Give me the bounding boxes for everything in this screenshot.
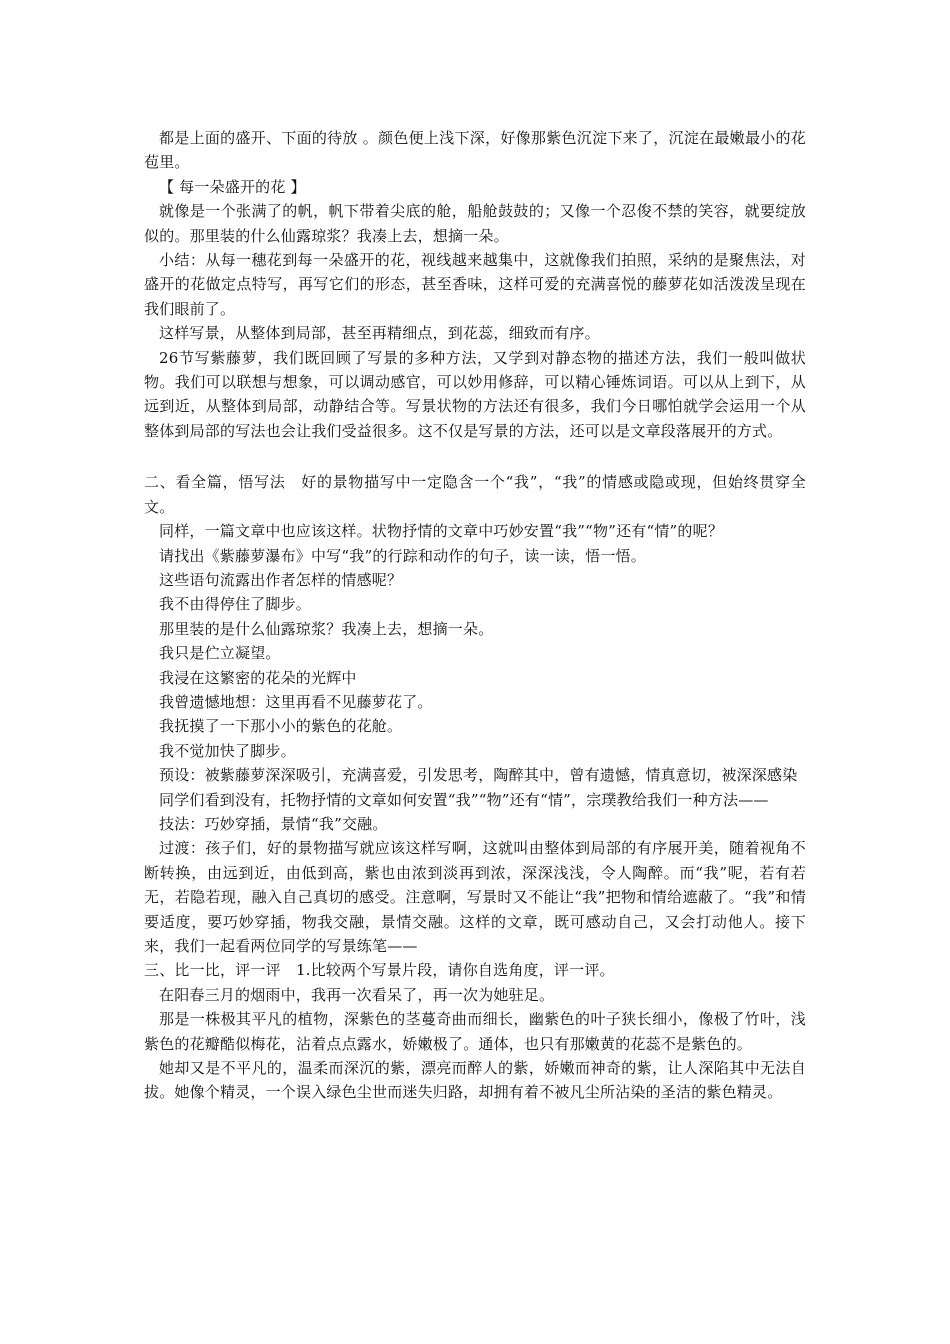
paragraph-p12: 那里装的是什么仙露琼浆？我凑上去，想摘一朵。	[159, 619, 494, 638]
paragraph-p1: 都是上面的盛开、下面的待放 。颜色便上浅下深，好像那紫色沉淀下来了，沉淀在最嫩最小的花苞里。	[144, 129, 806, 172]
paragraph-p23: 在阳春三月的烟雨中，我再一次看呆了，再一次为她驻足。	[159, 985, 555, 1004]
paragraph-p9: 请找出《紫藤萝瀑布》中写“我”的行踪和动作的句子，读一读，悟一悟。	[159, 546, 646, 565]
paragraph-p18: 预设：被紫藤萝深深吸引，充满喜爱，引发思考，陶醉其中，曾有遗憾，情真意切，被深深感染	[159, 766, 798, 785]
paragraph-p6: 26节写紫藤萝，我们既回顾了写景的多种方法，又学到对静态物的描述方法，我们一般叫做状物。我们可以联想与想象，可以调动感官，可以妙用修辞，可以精心锤炼词语。可以从上到下，从远到近，从整体到局部，动静结合等。写景状物的方法还有很多，我们今日哪怕就学会运用一个从整体到局部的写法也会让我们受益很多。这不仅是写景的方法，还可以是文章段落展开的方式。	[144, 348, 806, 440]
paragraph-p10: 这些语句流露出作者怎样的情感呢？	[159, 570, 403, 589]
paragraph-p24: 那是一株极其平凡的植物，深紫色的茎蔓奇曲而细长，幽紫色的叶子狭长细小，像极了竹叶，浅紫色的花瓣酷似梅花，沾着点点露水，娇嫩极了。通体，也只有那嫩黄的花蕊不是紫色的。	[144, 1010, 806, 1053]
paragraph-p17: 我不觉加快了脚步。	[159, 741, 296, 760]
section-spacer	[144, 443, 806, 470]
paragraph-p25: 她却又是不平凡的，温柔而深沉的紫，漂亮而醉人的紫，娇嫩而神奇的紫，让人深陷其中无法自拔。她像个精灵，一个误入绿色尘世而迷失归路，却拥有着不被凡尘所沾染的圣洁的紫色精灵。	[144, 1059, 806, 1102]
paragraph-p3: 就像是一个张满了的帆，帆下带着尖底的舱，船舱鼓鼓的；又像一个忍俊不禁的笑容，就要绽放似的。那里装的什么仙露琼浆？我凑上去，想摘一朵。	[144, 202, 806, 245]
paragraph-p2: 【 每一朵盛开的花 】	[159, 177, 306, 196]
paragraph-p16: 我抚摸了一下那小小的紫色的花舱。	[159, 717, 403, 736]
paragraph-p4: 小结：从每一穗花到每一朵盛开的花，视线越来越集中，这就像我们拍照，采纳的是聚焦法，对盛开的花做定点特写，再写它们的形态，甚至香味，这样可爱的充满喜悦的藤萝花如活泼泼呈现在我们眼前了。	[144, 251, 806, 318]
paragraph-p15: 我曾遗憾地想：这里再看不见藤萝花了。	[159, 692, 433, 711]
paragraph-p20: 技法：巧妙穿插，景情“我”交融。	[159, 814, 388, 833]
paragraph-p13: 我只是伫立凝望。	[159, 644, 281, 663]
paragraph-p11: 我不由得停住了脚步。	[159, 595, 312, 614]
paragraph-p22: 三、比一比，评一评 1.比较两个写景片段，请你自选角度，评一评。	[144, 961, 615, 980]
paragraph-p8: 同样，一篇文章中也应该这样。状物抒情的文章中巧妙安置“我”“物”还有“情”的呢？	[159, 522, 724, 541]
paragraph-p21: 过渡：孩子们，好的景物描写就应该这样写啊，这就叫由整体到局部的有序展开美，随着视角不断转换，由远到近，由低到高，紫也由浓到淡再到浓，深深浅浅，令人陶醉。而“我”呢，若有若无，若隐若现，融入自己真切的感受。注意啊，写景时又不能让“我”把物和情给遮蔽了。“我”和情要适度，要巧妙穿插，物我交融，景情交融。这样的文章，既可感动自己，又会打动他人。接下来，我们一起看两位同学的写景练笔——	[144, 839, 806, 955]
paragraph-p19: 同学们看到没有，托物抒情的文章如何安置“我”“物”还有“情”，宗璞教给我们一种方法——	[159, 790, 769, 809]
paragraph-p5: 这样写景，从整体到局部，甚至再精细点，到花蕊，细致而有序。	[159, 324, 600, 343]
paragraph-p14: 我浸在这繁密的花朵的光辉中	[159, 668, 357, 687]
paragraph-p7: 二、看全篇，悟写法 好的景物描写中一定隐含一个“我”，“我”的情感或隐或现，但始终贯穿全文。	[144, 473, 806, 516]
document-body	[144, 126, 806, 1105]
